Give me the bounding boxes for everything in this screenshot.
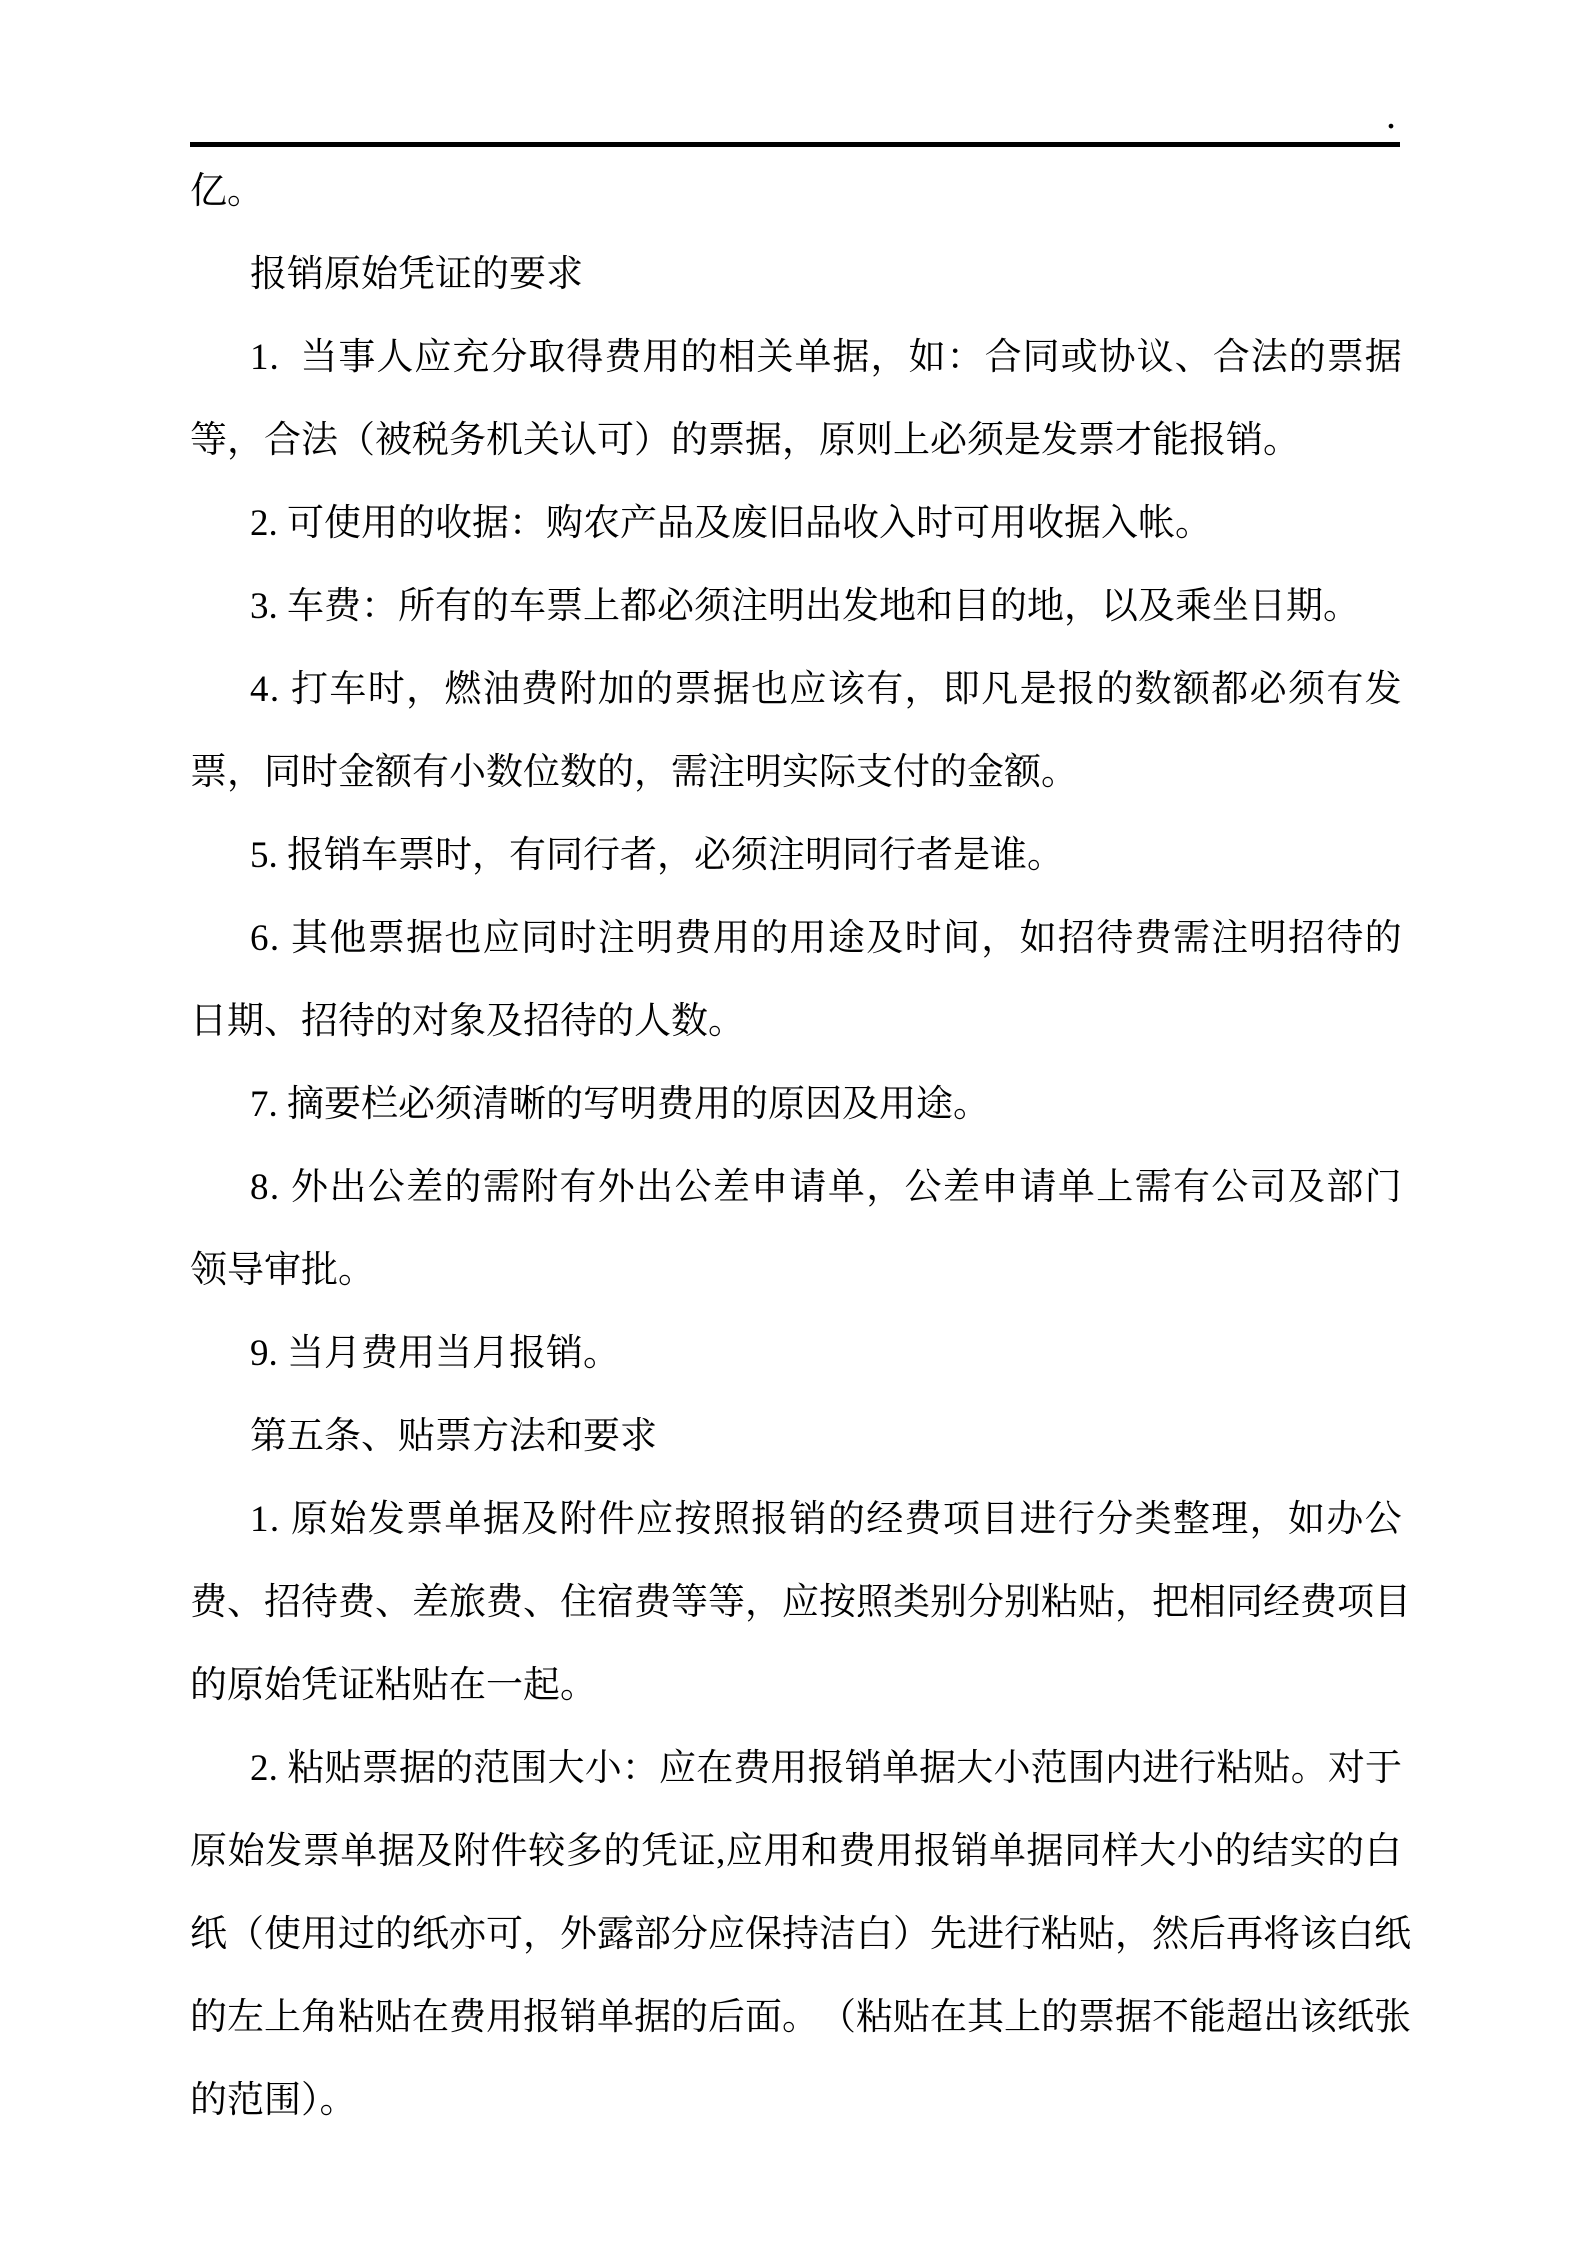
text-line: 1 . 原 始 发 票 单 据 及 附 件 应 按 照 报 销 的 经 费 项 目 进 行 分 类 整 理 ， 如 办 公 xyxy=(250,1499,1402,1540)
text-line: 3. 车费：所有的车票上都必须注明出发地和目的地，以及乘坐日期。 xyxy=(250,586,1360,627)
text-line: 纸 （ 使 用 过 的 纸 亦 可 ， 外 露 部 分 应 保 持 洁 白 ） 先 进 行 粘 贴 ， 然 后 再 将 该 白 纸 xyxy=(190,1914,1411,1955)
text-line: 6 . 其 他 票 据 也 应 同 时 注 明 费 用 的 用 途 及 时 间 ， 如 招 待 费 需 注 明 招 待 的 xyxy=(250,918,1402,959)
text-line: 5. 报销车票时，有同行者，必须注明同行者是谁。 xyxy=(250,835,1064,876)
document-body xyxy=(190,150,1411,2142)
text-line: 8 . 外 出 公 差 的 需 附 有 外 出 公 差 申 请 单 ， 公 差 申 请 单 上 需 有 公 司 及 部 门 xyxy=(250,1167,1402,1208)
text-line: 的原始凭证粘贴在一起。 xyxy=(190,1665,597,1706)
text-line: 报销原始凭证的要求 xyxy=(250,254,583,295)
text-line: 第五条、贴票方法和要求 xyxy=(250,1416,657,1457)
text-line: 的范围）。 xyxy=(190,2080,357,2121)
text-line: 1 . 当 事 人 应 充 分 取 得 费 用 的 相 关 单 据 ， 如 ： 合 同 或 协 议 、 合 法 的 票 据 xyxy=(250,337,1402,378)
text-line: 领导审批。 xyxy=(190,1250,375,1291)
text-line: 2. 可使用的收据：购农产品及废旧品收入时可用收据入帐。 xyxy=(250,503,1212,544)
text-line: 原 始 发 票 单 据 及 附 件 较 多 的 凭 证 , 应 用 和 费 用 报 销 单 据 同 样 大 小 的 结 实 的 白 xyxy=(190,1831,1402,1872)
text-line: 费 、 招 待 费 、 差 旅 费 、 住 宿 费 等 等 ， 应 按 照 类 别 分 别 粘 贴 ， 把 相 同 经 费 项 目 xyxy=(190,1582,1411,1623)
text-line: 7. 摘要栏必须清晰的写明费用的原因及用途。 xyxy=(250,1084,990,1125)
text-line: 的 左 上 角 粘 贴 在 费 用 报 销 单 据 的 后 面 。 （ 粘 贴 在 其 上 的 票 据 不 能 超 出 该 纸 张 xyxy=(190,1997,1411,2038)
text-line: 等，合法（被税务机关认可）的票据，原则上必须是发票才能报销。 xyxy=(190,420,1300,461)
text-line: 4 . 打 车 时 ， 燃 油 费 附 加 的 票 据 也 应 该 有 ， 即 凡 是 报 的 数 额 都 必 须 有 发 xyxy=(250,669,1402,710)
text-line: 亿。 xyxy=(190,171,264,212)
text-line: 票，同时金额有小数位数的，需注明实际支付的金额。 xyxy=(190,752,1078,793)
header-stray-period: . xyxy=(1386,92,1396,137)
text-line: 9. 当月费用当月报销。 xyxy=(250,1333,620,1374)
text-line: 2 . 粘 贴 票 据 的 范 围 大 小 ： 应 在 费 用 报 销 单 据 大 小 范 围 内 进 行 粘 贴 。 对 于 xyxy=(250,1748,1402,1789)
text-line: 日期、招待的对象及招待的人数。 xyxy=(190,1001,745,1042)
header-divider-rule xyxy=(190,142,1400,147)
